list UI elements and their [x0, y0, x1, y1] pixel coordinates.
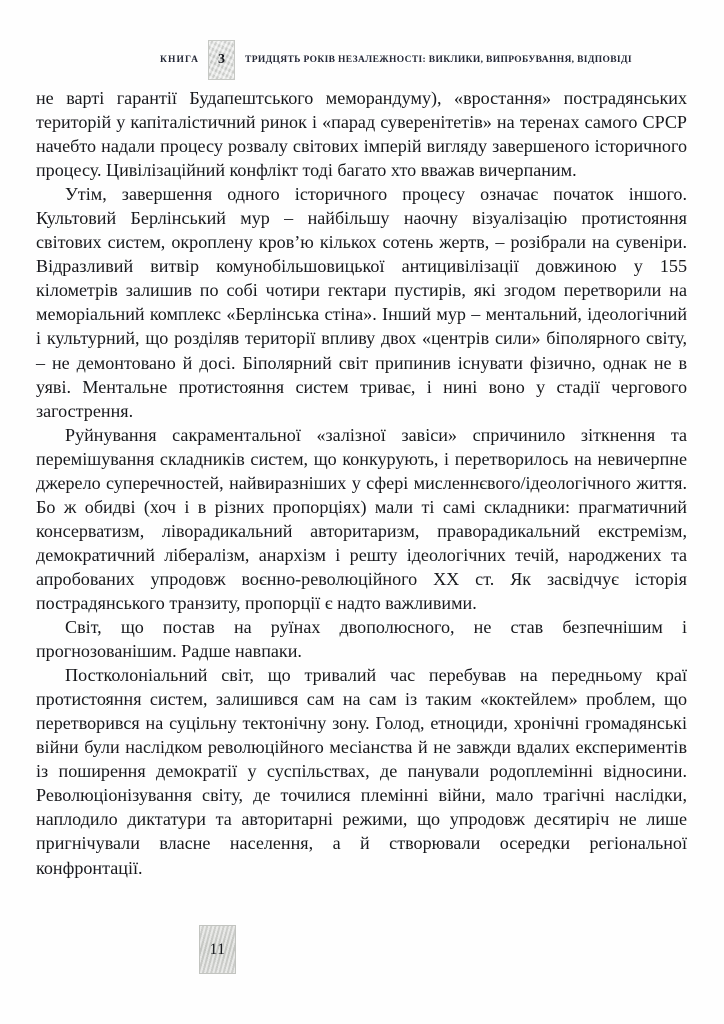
running-head-chapter-number: 3 [218, 52, 226, 67]
running-head-book-label: КНИГА [160, 55, 200, 65]
page-body-text [36, 86, 687, 880]
body-paragraph: Постколоніальний світ, що тривалий час перебував на передньому краї протистояння систем, залишився сам на сам із таким «коктейлем» проблем, що перетворився на суцільну тектонічну зону. Голод, етноциди, хронічні громадянські війни були наслідком революційного месіанства й не завжди вдалих експериментів із поширення демократії у суспільствах, де панували родоплемінні відносини. Революціонізування світу, де точилися племінні війни, мало трагічні наслідки, наплодило диктатури та авторитарні режими, що упродовж десятиріч не лише пригнічували власне населення, а й створювали осередки регіональної конфронтації. [36, 665, 687, 878]
body-paragraph: Руйнування сакраментальної «залізної завіси» спричинило зіткнення та перемішування складників систем, що конкурують, і перетворилось на невичерпне джерело суперечностей, найвиразніших у сфері мисленнєвого/ідеологічного життя. Бо ж обидві (хоч і в різних пропорціях) мали ті самі складники: прагматичний консерватизм, ліворадикальний авторитаризм, праворадикальний екстремізм, демократичний лібералізм, анархізм і решту ідеологічних течій, народжених та апробованих упродовж воєнно-революційного XX ст. Як засвідчує історія пострадянського транзиту, пропорції є надто важливими. [36, 424, 687, 613]
folio-box [199, 925, 236, 974]
running-head-chapter-box [208, 40, 235, 80]
body-paragraph: не варті гарантії Будапештського меморандуму), «вростання» пострадянських територій у капіталістичний ринок і «парад суверенітетів» на теренах самого СРСР начебто надали процесу розвалу світових імперій вигляду завершеного історичного процесу. Цивілізаційний конфлікт тоді багато хто вважав вичерпаним. [36, 88, 687, 181]
body-paragraph: Утім, завершення одного історичного процесу означає початок іншого. Культовий Берлінський мур – найбільшу наочну візуалізацію протистояння світових систем, окроплену кров’ю кількох сотень жертв, – розібрали на сувеніри. Відразливий витвір комунобільшовицької антицивілізації довжиною у 155 кілометрів залишив по собі чотири гектари пустирів, які згодом перетворили на меморіальний комплекс «Берлінська стіна». Інший мур – ментальний, ідеологічний і культурний, що розділяв території впливу двох «центрів сили» біполярного світу, – не демонтовано й досі. Біполярний світ припинив існувати фізично, однак не в уяві. Ментальне протистояння систем триває, і нині воно у стадії чергового загострення. [36, 184, 687, 421]
body-paragraph: Світ, що постав на руїнах двополюсного, не став безпечнішим і прогнозованішим. Радше навпаки. [36, 617, 687, 662]
running-head-title: ТРИДЦЯТЬ РОКІВ НЕЗАЛЕЖНОСТІ: ВИКЛИКИ, ВИПРОБУВАННЯ, ВІДПОВІДІ [245, 55, 632, 65]
running-head [0, 40, 724, 80]
folio-page-number: 11 [209, 940, 226, 958]
